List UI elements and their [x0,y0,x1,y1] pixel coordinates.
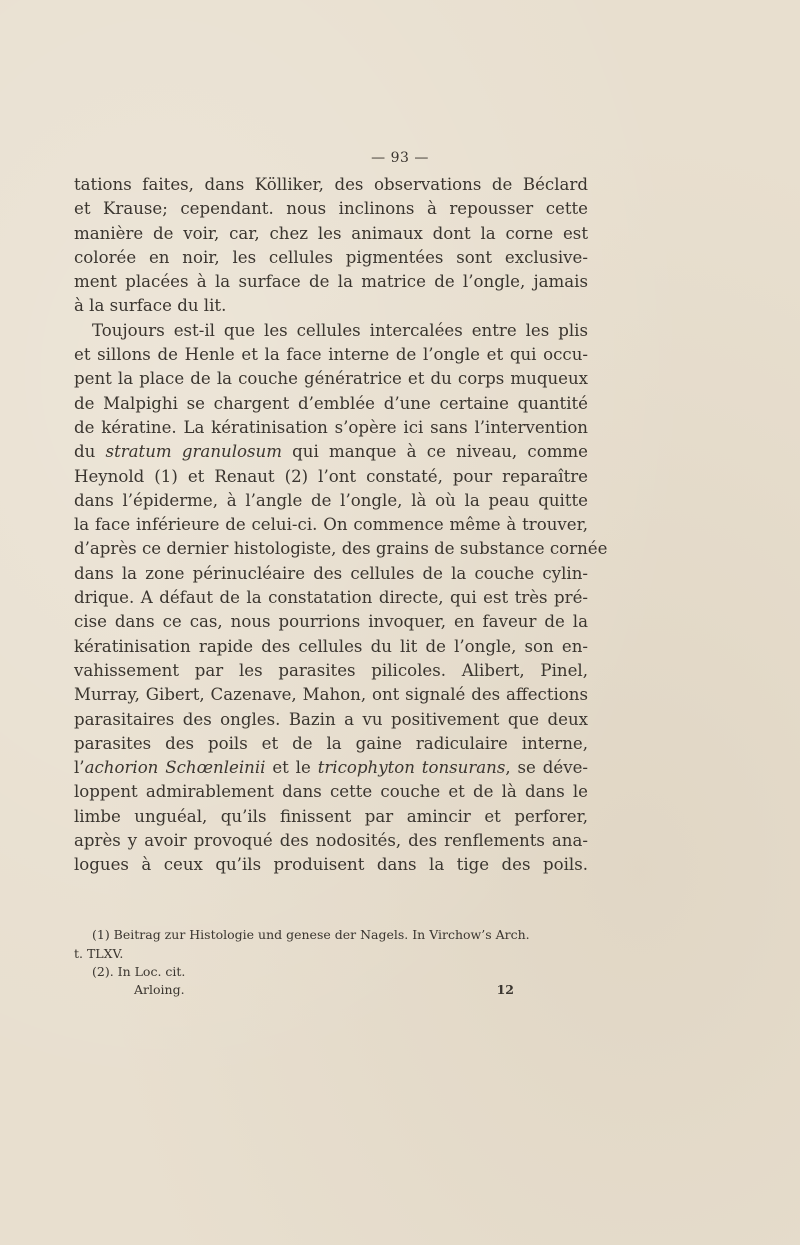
text-line: vahissement par les parasites pilicoles. Alibert, Pinel, [74,660,588,680]
signature-sheet-number: 12 [496,982,514,997]
text-line: l’achorion Schœnleinii et le tricophyton tonsurans, se déve- [74,758,589,778]
text-line: pent la place de la couche génératrice et du corps muqueux [74,369,588,389]
text-line: Heynold (1) et Renaut (2) l’ont constaté, pour reparaître [74,466,588,486]
footnote: t. TLXV. [74,945,124,961]
text-line: dans l’épiderme, à l’angle de l’ongle, là où la peau quitte [74,490,588,510]
text-line: parasites des poils et de la gaine radiculaire interne, [74,733,588,753]
text-line: à la surface du lit. [74,296,227,316]
text-line: de Malpighi se chargent d’emblée d’une certaine quantité [74,393,588,413]
text-line: du stratum granulosum qui manque à ce niveau, comme [74,442,588,462]
text-line: loppent admirablement dans cette couche et de là dans le [74,782,588,802]
text-line: logues à ceux qu’ils produisent dans la tige des poils. [74,855,588,875]
text-line: tations faites, dans Kölliker, des observations de Béclard [74,175,588,194]
text-line: et sillons de Henle et la face interne de l’ongle et qui occu- [74,345,588,365]
page-number: — 93 — [371,150,429,166]
footnotes [74,926,588,982]
text-line: limbe unguéal, qu’ils finissent par amincir et perforer, [74,806,588,826]
text-line: cise dans ce cas, nous pourrions invoquer, en faveur de la [74,612,588,632]
text-line: la face inférieure de celui-ci. On commence même à trouver, [74,515,588,535]
text-line: kératinisation rapide des cellules du lit de l’ongle, son en- [74,636,588,656]
text-line: ment placées à la surface de la matrice de l’ongle, jamais [74,272,588,292]
body-text [74,173,608,878]
signature-author: Arloing. [134,982,185,997]
text-line: Toujours est-il que les cellules intercalées entre les plis [92,320,588,340]
text-line: et Krause; cependant. nous inclinons à repousser cette [74,199,588,219]
text-line: manière de voir, car, chez les animaux dont la corne est [74,223,588,243]
text-line: parasitaires des ongles. Bazin a vu positivement que deux [74,709,588,729]
signature-line [74,982,514,997]
text-line: d’après ce dernier histologiste, des grains de substance cornée [74,539,608,559]
text-line: Murray, Gibert, Cazenave, Mahon, ont signalé des affections [74,685,588,705]
text-line: colorée en noir, les cellules pigmentées sont exclusive- [74,247,588,267]
text-line: drique. A défaut de la constatation directe, qui est très pré- [74,588,588,608]
text-line: dans la zone périnucléaire des cellules de la couche cylin- [74,563,588,583]
text-line: après y avoir provoqué des nodosités, des renflements ana- [74,831,588,851]
text-line: de kératine. La kératinisation s’opère ici sans l’intervention [74,417,588,437]
footnote: (2). In Loc. cit. [92,964,186,979]
footnote: (1) Beitrag zur Histologie und genese der Nagels. In Virchow’s Arch. [92,927,530,942]
